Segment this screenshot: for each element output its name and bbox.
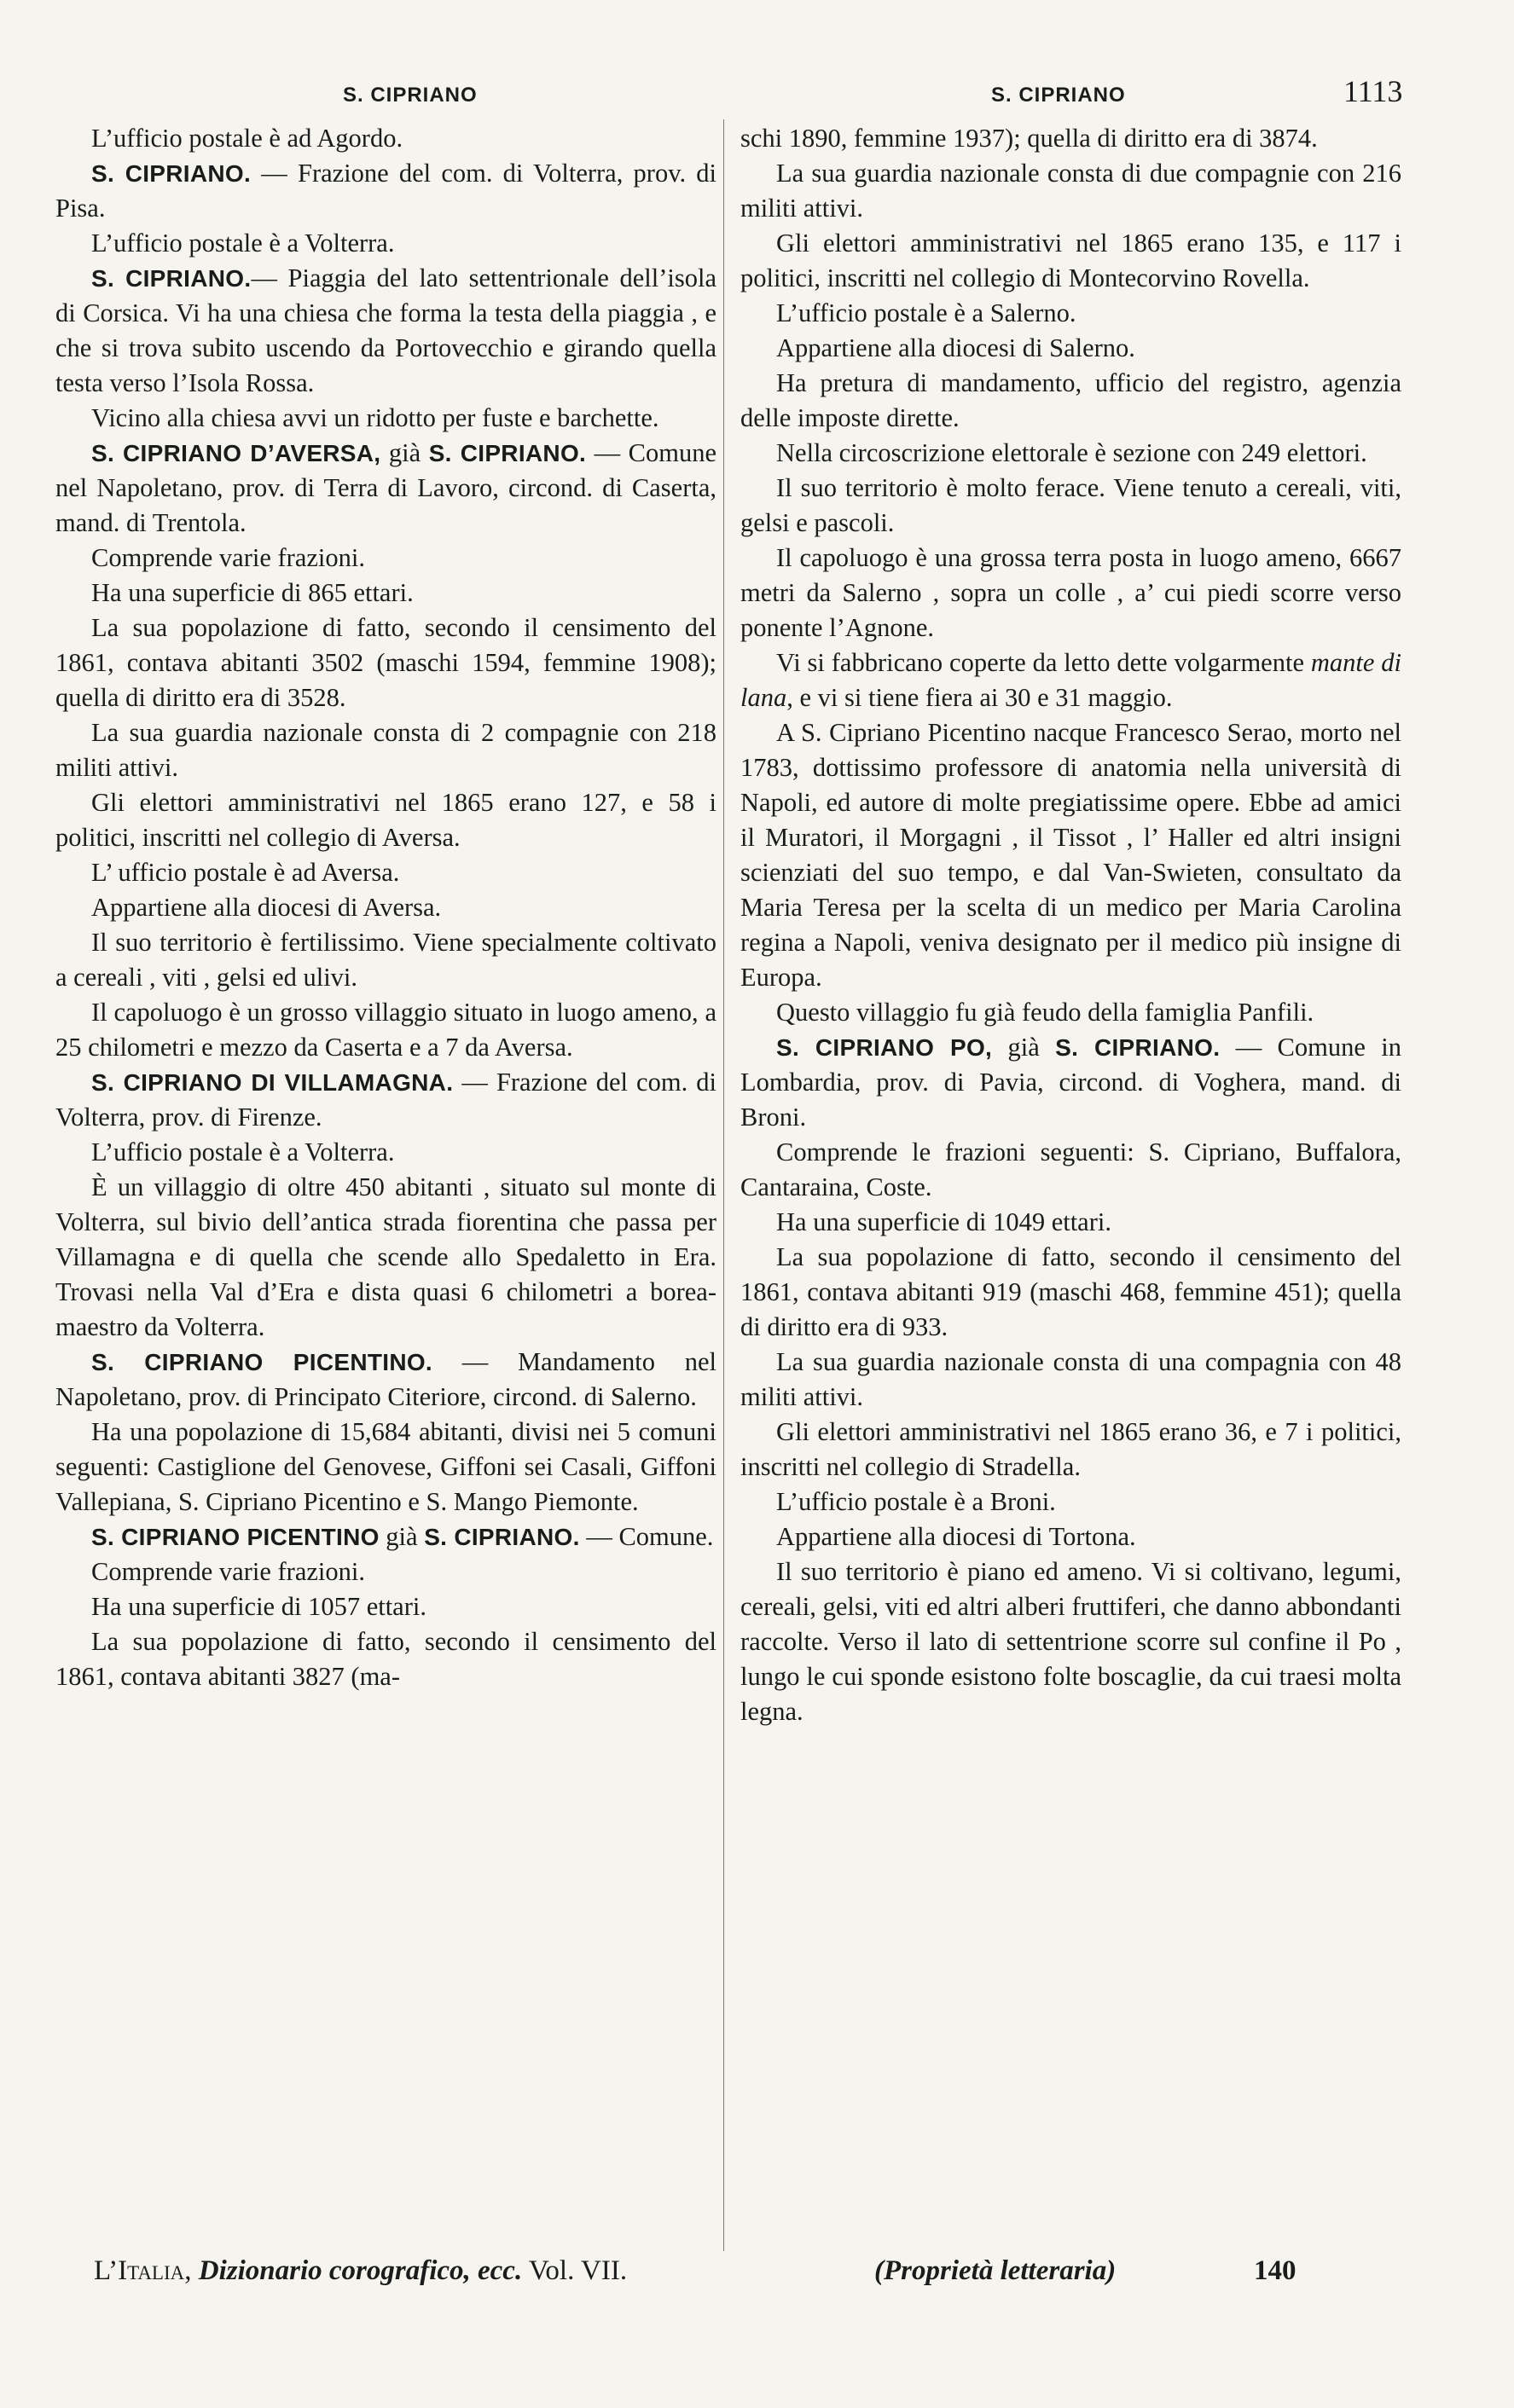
paragraph-text: L’ ufficio postale è ad Aversa. — [91, 858, 400, 887]
text-paragraph — [740, 1415, 1401, 1485]
paragraph-text: — Piaggia del lato settentrionale dell’isola di Corsica. Vi ha una chiesa che forma la testa della piaggia , e che si trova subito uscendo da Portovecchio e girando quella testa verso l’Isola Rossa. — [55, 263, 716, 397]
text-paragraph — [55, 785, 716, 855]
paragraph-text: L’ufficio postale è a Volterra. — [91, 229, 395, 258]
paragraph-text: — Frazione del com. di Volterra, prov. di Pisa. — [55, 159, 717, 223]
text-paragraph — [740, 331, 1401, 366]
footer-property-note: (Proprietà letteraria) — [874, 2255, 1117, 2286]
paragraph-text: La sua popolazione di fatto, secondo il censimento del 1861, contava abitanti 3827 (ma- — [55, 1627, 716, 1691]
paragraph-text: Ha pretura di mandamento, ufficio del registro, agenzia delle imposte dirette. — [740, 368, 1401, 432]
paragraph-text: Comprende varie frazioni. — [91, 1557, 365, 1586]
paragraph-text: Vicino alla chiesa avvi un ridotto per fuste e barchette. — [91, 403, 659, 432]
text-paragraph — [55, 576, 716, 611]
paragraph-text-cont: — Comune nel Napoletano, prov. di Terra di Lavoro, circond. di Caserta, mand. di Trentola. — [55, 438, 716, 537]
paragraph-text: già — [380, 438, 429, 467]
text-paragraph — [740, 1345, 1401, 1415]
text-paragraph — [55, 226, 716, 261]
paragraph-text: Ha una superficie di 865 ettari. — [91, 578, 414, 607]
paragraph-text: già — [379, 1522, 425, 1551]
paragraph-text: Il capoluogo è una grossa terra posta in luogo ameno, 6667 metri da Salerno , sopra un colle , a’ cui piedi scorre verso ponente l’Agnone. — [740, 543, 1401, 642]
entry-heading: S. CIPRIANO PICENTINO. — [91, 1349, 433, 1375]
paragraph-text: Comprende varie frazioni. — [91, 543, 365, 572]
text-paragraph — [55, 855, 716, 890]
right-running-head: S. CIPRIANO — [991, 84, 1126, 107]
paragraph-text: La sua popolazione di fatto, secondo il censimento del 1861, contava abitanti 919 (maschi 468, femmine 451); quella di diritto era di 933. — [740, 1242, 1401, 1341]
paragraph-text: Questo villaggio fu già feudo della famiglia Panfili. — [776, 998, 1314, 1027]
entry-heading: S. CIPRIANO. — [91, 160, 252, 187]
entry-heading-alt: S. CIPRIANO. — [424, 1524, 580, 1550]
entry-paragraph — [55, 156, 716, 226]
text-paragraph — [740, 436, 1401, 471]
text-paragraph — [55, 1554, 716, 1589]
paragraph-text: — Frazione del com. di Volterra, prov. di Firenze. — [55, 1068, 716, 1132]
text-paragraph — [55, 925, 716, 995]
paragraph-text-cont: — Comune in Lombardia, prov. di Pavia, circond. di Voghera, mand. di Broni. — [740, 1033, 1401, 1132]
text-paragraph — [740, 471, 1401, 541]
paragraph-text: L’ufficio postale è a Volterra. — [91, 1137, 395, 1166]
paragraph-text: schi 1890, femmine 1937); quella di diritto era di 3874. — [740, 124, 1318, 153]
right-column — [740, 121, 1401, 1729]
paragraph-text-cont: , e vi si tiene fiera ai 30 e 31 maggio. — [786, 683, 1173, 712]
paragraph-text: L’ufficio postale è ad Agordo. — [91, 124, 403, 153]
entry-heading: S. CIPRIANO PO, — [776, 1034, 993, 1061]
paragraph-text: È un villaggio di oltre 450 abitanti , situato sul monte di Volterra, sul bivio dell’antica strada fiorentina che passa per Villamagna e di quella che scende allo Spedaletto in Era. Trovasi nella Val d’Era e dista quasi 6 chilometri a borea-maestro da Volterra. — [55, 1172, 716, 1341]
footer-publisher: L’Italia, — [94, 2255, 192, 2286]
text-paragraph — [55, 1415, 716, 1519]
entry-heading-alt: S. CIPRIANO. — [1055, 1034, 1221, 1061]
paragraph-text: A S. Cipriano Picentino nacque Francesco Serao, morto nel 1783, dottissimo professore di anatomia nella università di Napoli, ed autore di molte pregiatissime opere. Ebbe ad amici il Muratori, il Morgagni , il Tissot , l’ Haller ed altri insigni scienziati del suo tempo, e dal Van-Swieten, consultato da Maria Teresa per la scelta di un medico per Maria Carolina regina a Napoli, veniva designato per il medico più insigne di Europa. — [740, 718, 1401, 992]
paragraph-text-cont: — Comune. — [579, 1522, 714, 1551]
text-paragraph — [740, 156, 1401, 226]
page-number: 1113 — [1343, 74, 1403, 108]
text-paragraph — [740, 1205, 1401, 1240]
entry-paragraph — [55, 436, 716, 541]
text-paragraph — [740, 715, 1401, 995]
left-running-head: S. CIPRIANO — [343, 84, 478, 107]
column-divider — [723, 119, 724, 2251]
paragraph-text: Il suo territorio è molto ferace. Viene tenuto a cereali, viti, gelsi e pascoli. — [740, 473, 1401, 537]
paragraph-text: La sua guardia nazionale consta di 2 compagnie con 218 militi attivi. — [55, 718, 716, 782]
footer — [94, 2255, 1373, 2287]
text-paragraph — [740, 1135, 1401, 1205]
text-paragraph — [740, 1519, 1401, 1554]
text-paragraph — [740, 1554, 1401, 1729]
emphasis-text: mante di lana — [740, 648, 1401, 712]
left-column — [55, 121, 716, 1694]
text-paragraph — [740, 541, 1401, 645]
text-paragraph — [55, 1624, 716, 1694]
paragraph-text: Il suo territorio è fertilissimo. Viene specialmente coltivato a cereali , viti , gelsi ed ulivi. — [55, 928, 716, 992]
entry-paragraph — [55, 1065, 716, 1135]
paragraph-text: L’ufficio postale è a Broni. — [776, 1487, 1056, 1516]
paragraph-text: Comprende le frazioni seguenti: S. Cipriano, Buffalora, Cantaraina, Coste. — [740, 1137, 1401, 1201]
entry-heading: S. CIPRIANO D’AVERSA, — [91, 440, 381, 466]
paragraph-text: Gli elettori amministrativi nel 1865 erano 36, e 7 i politici, inscritti nel collegio di Stradella. — [740, 1417, 1401, 1481]
text-paragraph — [740, 1240, 1401, 1345]
text-paragraph — [55, 1135, 716, 1170]
paragraph-text: La sua guardia nazionale consta di due compagnie con 216 militi attivi. — [740, 159, 1401, 223]
paragraph-text: Appartiene alla diocesi di Salerno. — [776, 333, 1135, 362]
text-paragraph — [55, 121, 716, 156]
paragraph-text: Vi si fabbricano coperte da letto dette volgarmente — [776, 648, 1311, 677]
entry-paragraph — [55, 1345, 716, 1415]
text-paragraph — [55, 541, 716, 576]
paragraph-text: Ha una superficie di 1049 ettari. — [776, 1207, 1111, 1236]
entry-paragraph — [55, 261, 716, 401]
text-paragraph — [740, 1485, 1401, 1519]
text-paragraph — [55, 401, 716, 436]
paragraph-text: — Mandamento nel Napoletano, prov. di Principato Citeriore, circond. di Salerno. — [55, 1347, 716, 1411]
paragraph-text: Gli elettori amministrativi nel 1865 erano 135, e 117 i politici, inscritti nel collegio di Montecorvino Rovella. — [740, 229, 1401, 292]
text-paragraph — [55, 715, 716, 785]
text-paragraph — [55, 995, 716, 1065]
entry-heading: S. CIPRIANO PICENTINO — [91, 1524, 380, 1550]
text-paragraph — [740, 226, 1401, 296]
entry-paragraph — [55, 1519, 716, 1554]
paragraph-text: Appartiene alla diocesi di Aversa. — [91, 893, 442, 922]
text-paragraph — [740, 366, 1401, 436]
paragraph-text: La sua guardia nazionale consta di una compagnia con 48 militi attivi. — [740, 1347, 1401, 1411]
text-paragraph — [740, 121, 1401, 156]
paragraph-text: Gli elettori amministrativi nel 1865 erano 127, e 58 i politici, inscritti nel collegio di Aversa. — [55, 788, 716, 852]
text-paragraph — [55, 1170, 716, 1345]
footer-sheet-number: 140 — [1254, 2255, 1296, 2286]
text-paragraph — [55, 611, 716, 715]
paragraph-text: Il suo territorio è piano ed ameno. Vi si coltivano, legumi, cereali, gelsi, viti ed altri alberi fruttiferi, che danno abbondanti raccolte. Verso il lato di settentrione scorre sul confine il Po , lungo le cui sponde esistono folte boscaglie, da cui traesi molta legna. — [740, 1557, 1401, 1726]
entry-heading-alt: S. CIPRIANO. — [428, 440, 587, 466]
text-paragraph — [55, 890, 716, 925]
paragraph-text: Ha una superficie di 1057 ettari. — [91, 1592, 426, 1621]
entry-heading: S. CIPRIANO DI VILLAMAGNA. — [91, 1069, 454, 1096]
paragraph-text: Ha una popolazione di 15,684 abitanti, divisi nei 5 comuni seguenti: Castiglione del Genovese, Giffoni sei Casali, Giffoni Vallepiana, S. Cipriano Picentino e S. Mango Piemonte. — [55, 1417, 716, 1516]
text-paragraph — [55, 1589, 716, 1624]
text-paragraph — [740, 296, 1401, 331]
footer-dictionary-title: Dizionario corografico, ecc. — [198, 2255, 523, 2286]
paragraph-text: già — [992, 1033, 1056, 1062]
paragraph-text: L’ufficio postale è a Salerno. — [776, 298, 1076, 327]
entry-heading: S. CIPRIANO. — [91, 265, 252, 292]
paragraph-text: La sua popolazione di fatto, secondo il censimento del 1861, contava abitanti 3502 (maschi 1594, femmine 1908); quella di diritto era di 3528. — [55, 613, 716, 712]
entry-paragraph — [740, 1030, 1401, 1135]
text-paragraph — [740, 995, 1401, 1030]
text-paragraph — [740, 645, 1401, 715]
paragraph-text: Nella circoscrizione elettorale è sezione con 249 elettori. — [776, 438, 1367, 467]
paragraph-text: Il capoluogo è un grosso villaggio situato in luogo ameno, a 25 chilometri e mezzo da Caserta e a 7 da Aversa. — [55, 998, 716, 1062]
paragraph-text: Appartiene alla diocesi di Tortona. — [776, 1522, 1136, 1551]
footer-volume: Vol. VII. — [528, 2255, 628, 2286]
